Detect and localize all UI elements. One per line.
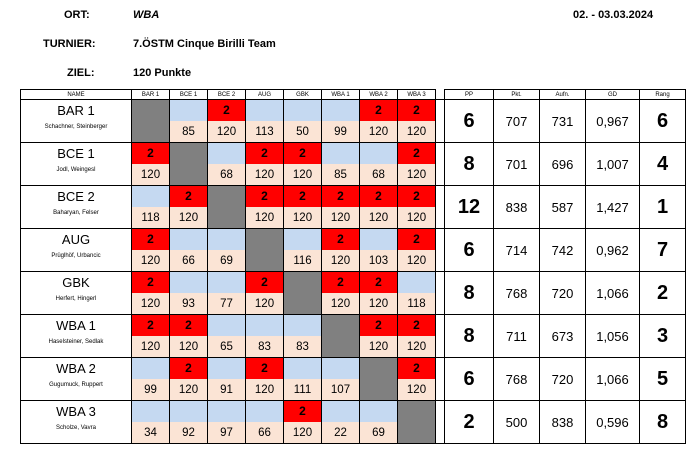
column-header-team: AUG <box>246 90 284 100</box>
gd-value: 1,056 <box>586 315 640 358</box>
match-score: 120 <box>132 164 169 185</box>
team-players: Jodl, Weingesl <box>56 167 96 173</box>
match-cell <box>322 100 360 143</box>
column-separator <box>436 272 445 315</box>
match-cell <box>246 401 284 444</box>
match-cell <box>170 272 208 315</box>
team-players: Schachner, Steinberger <box>44 124 108 130</box>
match-cell <box>322 229 360 272</box>
pp-value: 8 <box>445 272 494 315</box>
pkt-value: 707 <box>494 100 540 143</box>
gd-value: 1,066 <box>586 272 640 315</box>
match-points <box>170 401 207 422</box>
match-score: 120 <box>246 164 283 185</box>
match-cell <box>246 358 284 401</box>
match-score: 66 <box>170 250 207 271</box>
ziel-label: ZIEL: <box>67 67 95 79</box>
match-score: 120 <box>360 207 397 228</box>
match-points <box>360 229 397 250</box>
aufn-value: 587 <box>540 186 586 229</box>
match-score: 120 <box>398 250 435 271</box>
match-cell <box>398 315 436 358</box>
match-points <box>284 315 321 336</box>
match-score: 99 <box>132 379 169 400</box>
match-score: 120 <box>322 250 359 271</box>
match-cell <box>284 100 322 143</box>
match-cell <box>246 272 284 315</box>
match-points <box>208 315 245 336</box>
column-header-stat: PP <box>445 90 494 100</box>
match-score: 120 <box>246 379 283 400</box>
match-score: 120 <box>398 207 435 228</box>
aufn-value: 742 <box>540 229 586 272</box>
team-name-cell <box>21 229 132 272</box>
match-score: 65 <box>208 336 245 357</box>
match-score: 118 <box>398 293 435 314</box>
turnier-value: 7.ÖSTM Cinque Birilli Team <box>133 38 276 50</box>
match-score: 120 <box>132 336 169 357</box>
match-points: 2 <box>246 358 283 379</box>
rang-value: 6 <box>640 100 686 143</box>
pkt-value: 711 <box>494 315 540 358</box>
match-points <box>284 100 321 121</box>
table-row <box>21 100 686 143</box>
match-cell <box>322 358 360 401</box>
match-points <box>208 401 245 422</box>
match-points: 2 <box>322 272 359 293</box>
team-players: Gugumuck, Ruppert <box>49 382 103 388</box>
match-points <box>284 358 321 379</box>
table-body <box>21 100 686 444</box>
rang-value: 2 <box>640 272 686 315</box>
match-cell <box>246 100 284 143</box>
column-separator <box>436 100 445 143</box>
self-match-cell <box>246 229 284 272</box>
match-points: 2 <box>398 229 435 250</box>
match-points: 2 <box>398 358 435 379</box>
match-points <box>208 229 245 250</box>
match-score: 120 <box>208 121 245 142</box>
match-cell <box>246 186 284 229</box>
match-score: 120 <box>132 250 169 271</box>
match-points: 2 <box>398 315 435 336</box>
match-score: 113 <box>246 121 283 142</box>
match-cell <box>132 186 170 229</box>
match-cell <box>132 358 170 401</box>
gd-value: 1,066 <box>586 358 640 401</box>
match-cell <box>170 186 208 229</box>
match-points: 2 <box>170 358 207 379</box>
gd-value: 0,596 <box>586 401 640 444</box>
match-points <box>398 272 435 293</box>
column-header-team: BCE 1 <box>170 90 208 100</box>
match-score: 77 <box>208 293 245 314</box>
pp-value: 6 <box>445 358 494 401</box>
match-score: 85 <box>170 121 207 142</box>
match-cell <box>246 143 284 186</box>
table-row <box>21 186 686 229</box>
team-name-cell <box>21 272 132 315</box>
pkt-value: 500 <box>494 401 540 444</box>
match-points: 2 <box>322 186 359 207</box>
match-points: 2 <box>208 100 245 121</box>
match-cell <box>284 315 322 358</box>
team-name-cell <box>21 358 132 401</box>
match-points <box>170 272 207 293</box>
match-cell <box>322 143 360 186</box>
team-name-cell <box>21 401 132 444</box>
match-points: 2 <box>284 186 321 207</box>
team-name: WBA 3 <box>56 404 96 419</box>
match-cell <box>170 358 208 401</box>
match-points <box>246 401 283 422</box>
pkt-value: 768 <box>494 272 540 315</box>
self-match-cell <box>322 315 360 358</box>
match-score: 120 <box>398 336 435 357</box>
match-cell <box>132 272 170 315</box>
team-name-cell <box>21 143 132 186</box>
pp-value: 2 <box>445 401 494 444</box>
pp-value: 12 <box>445 186 494 229</box>
table-row <box>21 358 686 401</box>
team-players: Prüglhöf, Urbancic <box>51 253 101 259</box>
ort-label: ORT: <box>64 9 90 21</box>
match-score: 116 <box>284 250 321 271</box>
ziel-value: 120 Punkte <box>133 67 192 79</box>
match-cell <box>398 229 436 272</box>
match-points: 2 <box>132 315 169 336</box>
pkt-value: 838 <box>494 186 540 229</box>
team-name: BAR 1 <box>57 103 95 118</box>
match-cell <box>284 358 322 401</box>
match-points <box>246 315 283 336</box>
pkt-value: 701 <box>494 143 540 186</box>
match-cell <box>284 401 322 444</box>
match-cell <box>132 229 170 272</box>
gd-value: 1,007 <box>586 143 640 186</box>
match-cell <box>208 143 246 186</box>
match-cell <box>398 100 436 143</box>
pp-value: 8 <box>445 143 494 186</box>
aufn-value: 720 <box>540 272 586 315</box>
match-points: 2 <box>360 272 397 293</box>
match-score: 69 <box>360 422 397 443</box>
match-cell <box>398 358 436 401</box>
pp-value: 6 <box>445 100 494 143</box>
match-points: 2 <box>398 186 435 207</box>
match-cell <box>360 272 398 315</box>
match-score: 91 <box>208 379 245 400</box>
match-cell <box>398 272 436 315</box>
match-cell <box>132 143 170 186</box>
aufn-value: 673 <box>540 315 586 358</box>
match-score: 120 <box>284 422 321 443</box>
table-row <box>21 229 686 272</box>
match-cell <box>208 229 246 272</box>
match-cell <box>284 186 322 229</box>
match-points: 2 <box>398 143 435 164</box>
column-separator <box>436 229 445 272</box>
match-cell <box>360 401 398 444</box>
column-separator <box>436 90 445 100</box>
date: 02. - 03.03.2024 <box>573 9 654 21</box>
column-header-team: GBK <box>284 90 322 100</box>
match-cell <box>246 315 284 358</box>
match-cell <box>360 186 398 229</box>
match-score: 66 <box>246 422 283 443</box>
rang-value: 3 <box>640 315 686 358</box>
match-points <box>208 143 245 164</box>
match-cell <box>208 315 246 358</box>
match-points <box>132 186 169 207</box>
column-header-team: BCE 2 <box>208 90 246 100</box>
team-players: Baharyan, Felser <box>53 210 99 216</box>
match-score: 68 <box>360 164 397 185</box>
aufn-value: 731 <box>540 100 586 143</box>
column-header-team: WBA 1 <box>322 90 360 100</box>
aufn-value: 838 <box>540 401 586 444</box>
column-header-team: WBA 2 <box>360 90 398 100</box>
match-score: 34 <box>132 422 169 443</box>
team-name: GBK <box>62 275 90 290</box>
match-points <box>170 229 207 250</box>
rang-value: 8 <box>640 401 686 444</box>
match-points: 2 <box>132 143 169 164</box>
match-points: 2 <box>170 186 207 207</box>
match-points <box>208 358 245 379</box>
match-score: 120 <box>246 207 283 228</box>
match-cell <box>284 143 322 186</box>
gd-value: 0,962 <box>586 229 640 272</box>
pkt-value: 714 <box>494 229 540 272</box>
self-match-cell <box>284 272 322 315</box>
match-points: 2 <box>246 186 283 207</box>
match-points <box>208 272 245 293</box>
match-points: 2 <box>284 401 321 422</box>
team-name: BCE 2 <box>57 189 95 204</box>
match-points: 2 <box>360 186 397 207</box>
table-row <box>21 272 686 315</box>
self-match-cell <box>360 358 398 401</box>
table-row <box>21 401 686 444</box>
column-separator <box>436 186 445 229</box>
match-score: 69 <box>208 250 245 271</box>
match-score: 93 <box>170 293 207 314</box>
rang-value: 1 <box>640 186 686 229</box>
match-cell <box>208 100 246 143</box>
match-score: 83 <box>246 336 283 357</box>
match-points: 2 <box>132 272 169 293</box>
match-score: 120 <box>132 293 169 314</box>
team-name-cell <box>21 315 132 358</box>
match-cell <box>284 229 322 272</box>
match-score: 120 <box>284 164 321 185</box>
match-cell <box>208 401 246 444</box>
team-players: Scholze, Vavra <box>56 425 96 431</box>
self-match-cell <box>170 143 208 186</box>
team-name: AUG <box>61 232 91 247</box>
match-cell <box>322 186 360 229</box>
match-cell <box>170 315 208 358</box>
match-points: 2 <box>246 143 283 164</box>
match-points: 2 <box>246 272 283 293</box>
pp-value: 8 <box>445 315 494 358</box>
rang-value: 4 <box>640 143 686 186</box>
column-separator <box>436 358 445 401</box>
name-header: NAME <box>21 90 132 100</box>
match-points <box>284 229 321 250</box>
match-points: 2 <box>132 229 169 250</box>
turnier-label: TURNIER: <box>43 38 96 50</box>
match-points <box>322 401 359 422</box>
match-points: 2 <box>284 143 321 164</box>
column-header-stat: Rang <box>640 90 686 100</box>
match-score: 50 <box>284 121 321 142</box>
column-separator <box>436 401 445 444</box>
match-score: 120 <box>398 379 435 400</box>
match-score: 120 <box>170 336 207 357</box>
match-cell <box>398 143 436 186</box>
match-cell <box>170 100 208 143</box>
match-points <box>170 100 207 121</box>
match-cell <box>360 315 398 358</box>
match-points: 2 <box>398 100 435 121</box>
match-cell <box>360 100 398 143</box>
match-score: 120 <box>246 293 283 314</box>
ort-value: WBA <box>133 9 160 21</box>
match-score: 111 <box>284 379 321 400</box>
match-score: 120 <box>398 121 435 142</box>
match-points <box>132 401 169 422</box>
team-name: WBA 1 <box>56 318 96 333</box>
match-points <box>360 143 397 164</box>
match-score: 22 <box>322 422 359 443</box>
match-score: 120 <box>322 293 359 314</box>
match-cell <box>208 272 246 315</box>
match-score: 120 <box>360 336 397 357</box>
gd-value: 0,967 <box>586 100 640 143</box>
match-points <box>322 100 359 121</box>
rang-value: 5 <box>640 358 686 401</box>
self-match-cell <box>398 401 436 444</box>
gd-value: 1,427 <box>586 186 640 229</box>
match-score: 118 <box>132 207 169 228</box>
pkt-value: 768 <box>494 358 540 401</box>
column-separator <box>436 315 445 358</box>
match-cell <box>170 229 208 272</box>
self-match-cell <box>208 186 246 229</box>
column-header-team: WBA 3 <box>398 90 436 100</box>
match-cell <box>322 272 360 315</box>
team-players: Haselsteiner, Sedlak <box>48 339 104 345</box>
match-score: 92 <box>170 422 207 443</box>
match-score: 85 <box>322 164 359 185</box>
match-score: 120 <box>284 207 321 228</box>
match-score: 120 <box>322 207 359 228</box>
team-name: BCE 1 <box>57 146 95 161</box>
match-score: 83 <box>284 336 321 357</box>
column-header-team: BAR 1 <box>132 90 170 100</box>
table-row <box>21 315 686 358</box>
match-points: 2 <box>360 100 397 121</box>
team-name-cell <box>21 186 132 229</box>
match-score: 120 <box>360 293 397 314</box>
column-header-stat: GD <box>586 90 640 100</box>
team-players: Herfert, Hingerl <box>55 296 97 302</box>
match-points: 2 <box>360 315 397 336</box>
match-score: 99 <box>322 121 359 142</box>
rang-value: 7 <box>640 229 686 272</box>
match-points <box>360 401 397 422</box>
match-score: 120 <box>170 207 207 228</box>
match-points: 2 <box>170 315 207 336</box>
match-score: 120 <box>170 379 207 400</box>
table-header-row <box>21 90 686 100</box>
pp-value: 6 <box>445 229 494 272</box>
match-cell <box>360 143 398 186</box>
aufn-value: 696 <box>540 143 586 186</box>
match-points <box>246 100 283 121</box>
results-table <box>20 89 686 444</box>
match-points <box>132 358 169 379</box>
match-cell <box>322 401 360 444</box>
match-cell <box>170 401 208 444</box>
match-cell <box>208 358 246 401</box>
match-cell <box>132 401 170 444</box>
match-cell <box>132 315 170 358</box>
match-score: 120 <box>360 121 397 142</box>
match-cell <box>360 229 398 272</box>
match-points <box>322 358 359 379</box>
match-score: 103 <box>360 250 397 271</box>
aufn-value: 720 <box>540 358 586 401</box>
team-name: WBA 2 <box>56 361 96 376</box>
match-score: 120 <box>398 164 435 185</box>
match-points: 2 <box>322 229 359 250</box>
team-name-cell <box>21 100 132 143</box>
column-header-stat: Pkt. <box>494 90 540 100</box>
column-header-stat: Aufn. <box>540 90 586 100</box>
match-cell <box>398 186 436 229</box>
match-score: 107 <box>322 379 359 400</box>
match-score: 97 <box>208 422 245 443</box>
column-separator <box>436 143 445 186</box>
match-points <box>322 143 359 164</box>
table-row <box>21 143 686 186</box>
match-score: 68 <box>208 164 245 185</box>
self-match-cell <box>132 100 170 143</box>
